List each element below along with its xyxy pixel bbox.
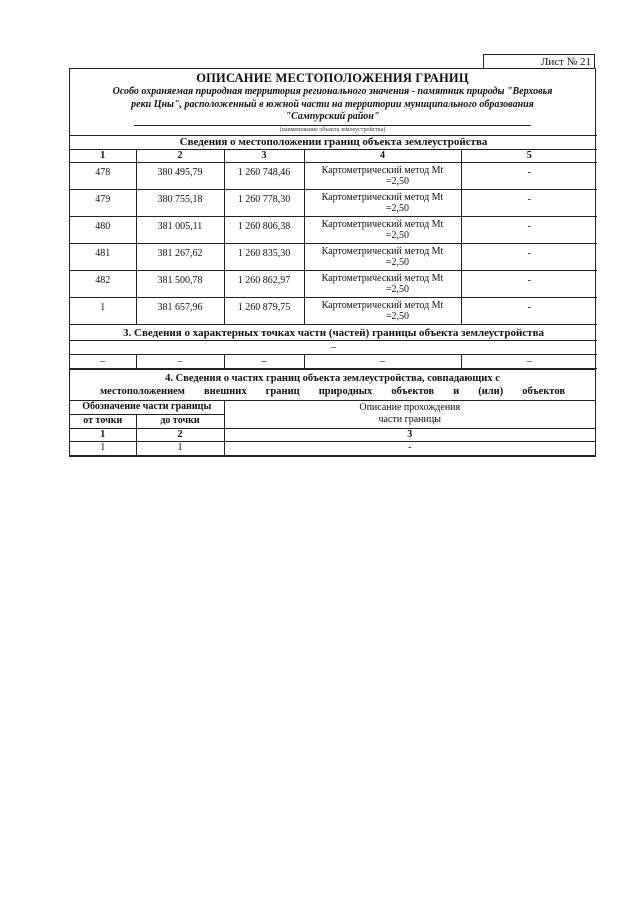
table-row xyxy=(70,270,597,297)
column-number: 5 xyxy=(461,149,597,162)
column-number: 3 xyxy=(224,428,595,441)
to-point: 1 xyxy=(136,441,224,455)
point-number: 481 xyxy=(70,243,136,270)
section2-title: Сведения о местоположении границ объекта землеустройства xyxy=(70,135,597,149)
point-note: - xyxy=(461,297,597,324)
dash-cell: – xyxy=(461,354,597,368)
section4-column-numbers-row xyxy=(70,428,595,441)
method-cell xyxy=(304,297,461,324)
dash-cell: – xyxy=(224,354,304,368)
dash-cell: – xyxy=(136,354,224,368)
method-cell xyxy=(304,216,461,243)
method-accuracy: =2,50 xyxy=(385,175,410,187)
method-cell xyxy=(304,162,461,189)
column-number: 3 xyxy=(224,149,304,162)
method-accuracy: =2,50 xyxy=(385,229,410,241)
document-header xyxy=(70,69,595,135)
section4-title-line-1: 4. Сведения о частях границ объекта землеустройства, совпадающих с xyxy=(165,372,500,384)
method-accuracy: =2,50 xyxy=(385,283,410,295)
to-point-header: до точки xyxy=(136,414,224,428)
document-subtitle-line-3: "Сампурский район" xyxy=(285,111,380,122)
method-cell xyxy=(304,270,461,297)
method-text: Картометрический метод Mt xyxy=(321,191,444,203)
dash-cell: – xyxy=(304,354,461,368)
table-row xyxy=(70,297,597,324)
column-number: 1 xyxy=(70,428,136,441)
table-row xyxy=(70,216,597,243)
dash-cell: – xyxy=(70,354,136,368)
table-row xyxy=(70,243,597,270)
point-number: 478 xyxy=(70,162,136,189)
method-accuracy: =2,50 xyxy=(385,256,410,268)
name-caption: (наименование объекта землеустройства) xyxy=(279,126,386,133)
section4-title-line-2: местоположением внешних границ природных объектов и (или) объектов xyxy=(100,385,565,397)
method-text: Картометрический метод Mt xyxy=(321,245,444,257)
document-subtitle-line-2: реки Цны", расположенный в южной части на территории муниципального образования xyxy=(131,98,534,110)
column-number: 1 xyxy=(70,149,136,162)
method-cell xyxy=(304,243,461,270)
from-point: 1 xyxy=(70,441,136,455)
point-note: - xyxy=(461,189,597,216)
column-number: 2 xyxy=(136,428,224,441)
point-note: - xyxy=(461,162,597,189)
section3-dash-row xyxy=(70,340,597,354)
method-accuracy: =2,50 xyxy=(385,310,410,322)
column-number: 4 xyxy=(304,149,461,162)
table-row xyxy=(70,162,597,189)
table-row xyxy=(70,189,597,216)
section3-single-dash: – xyxy=(70,340,597,354)
point-note: - xyxy=(461,270,597,297)
part-description-header-line-2: части границы xyxy=(378,414,441,425)
coordinate-y: 1 260 778,30 xyxy=(224,189,304,216)
section3-title: 3. Сведения о характерных точках части (частей) границы объекта землеустройства xyxy=(70,324,597,340)
method-cell xyxy=(304,189,461,216)
coordinate-y: 1 260 862,97 xyxy=(224,270,304,297)
method-text: Картометрический метод Mt xyxy=(321,164,444,176)
part-description: - xyxy=(224,441,595,455)
from-point-header: от точки xyxy=(70,414,136,428)
table-row xyxy=(70,441,595,455)
method-text: Картометрический метод Mt xyxy=(321,272,444,284)
coordinate-y: 1 260 835,30 xyxy=(224,243,304,270)
boundary-description-form xyxy=(69,68,596,457)
section3-dashes-row xyxy=(70,354,597,368)
coordinate-x: 380 755,18 xyxy=(136,189,224,216)
method-text: Картометрический метод Mt xyxy=(321,299,444,311)
coordinate-x: 380 495,79 xyxy=(136,162,224,189)
point-number: 482 xyxy=(70,270,136,297)
coordinate-x: 381 005,11 xyxy=(136,216,224,243)
boundary-parts-table xyxy=(70,369,595,456)
part-description-header-line-1: Описание прохождения xyxy=(359,402,461,413)
column-numbers-row xyxy=(70,149,597,162)
part-description-header xyxy=(224,400,595,428)
method-text: Картометрический метод Mt xyxy=(321,218,444,230)
document-title: ОПИСАНИЕ МЕСТОПОЛОЖЕНИЯ ГРАНИЦ xyxy=(196,71,469,85)
boundary-points-table xyxy=(70,135,597,369)
part-designation-header: Обозначение части границы xyxy=(70,400,224,414)
coordinate-x: 381 657,96 xyxy=(136,297,224,324)
section4-title xyxy=(70,369,595,400)
coordinate-y: 1 260 879,75 xyxy=(224,297,304,324)
point-number: 479 xyxy=(70,189,136,216)
document-subtitle-line-1: Особо охраняемая природная территория регионального значения - памятник природы "Верховья xyxy=(112,86,553,97)
coordinate-x: 381 267,62 xyxy=(136,243,224,270)
coordinate-y: 1 260 806,38 xyxy=(224,216,304,243)
section4-header-row xyxy=(70,400,595,414)
coordinate-y: 1 260 748,46 xyxy=(224,162,304,189)
point-note: - xyxy=(461,216,597,243)
method-accuracy: =2,50 xyxy=(385,202,410,214)
point-number: 480 xyxy=(70,216,136,243)
point-number: 1 xyxy=(70,297,136,324)
column-number: 2 xyxy=(136,149,224,162)
point-note: - xyxy=(461,243,597,270)
sheet-number: Лист № 21 xyxy=(483,54,595,69)
coordinate-x: 381 500,78 xyxy=(136,270,224,297)
